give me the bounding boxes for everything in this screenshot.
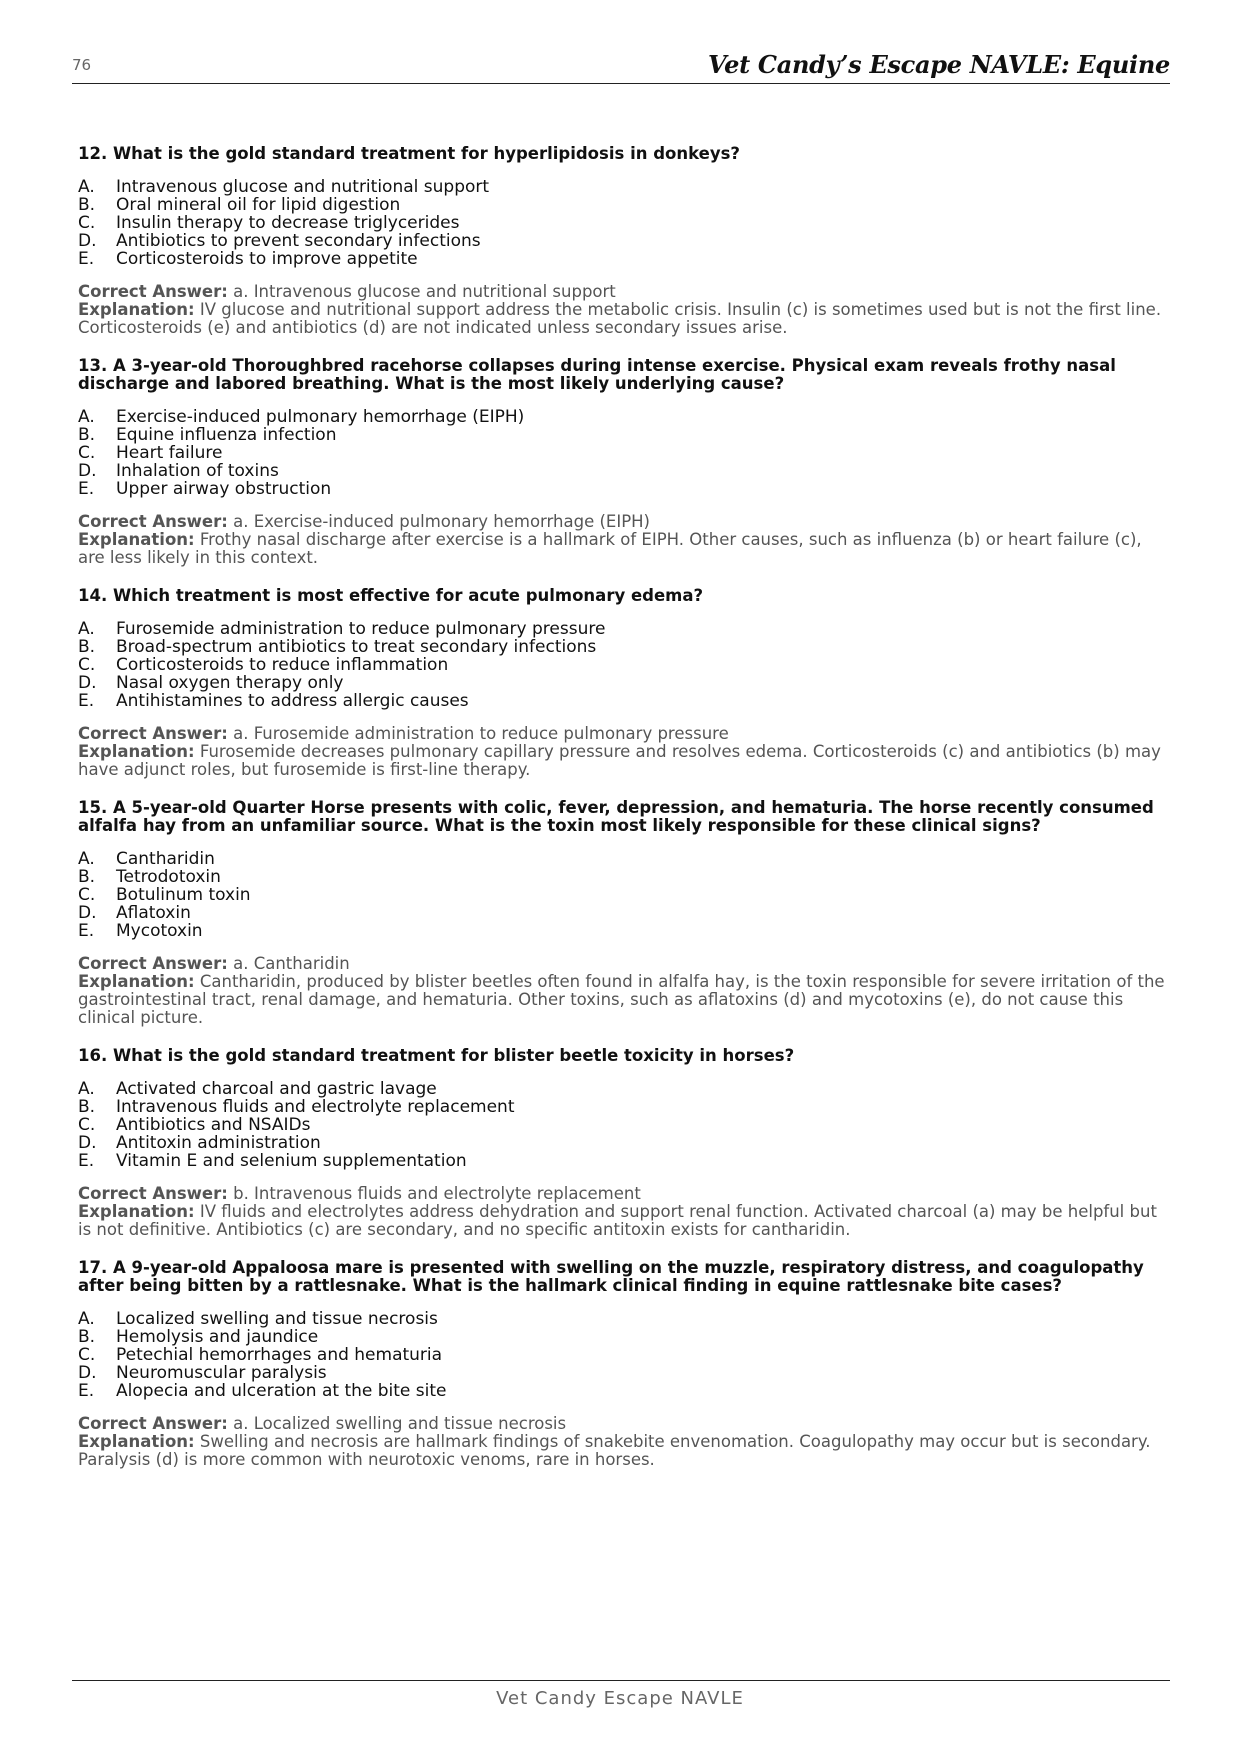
option-letter: B. (78, 1097, 96, 1117)
option-text: Localized swelling and tissue necrosis (116, 1309, 438, 1329)
question-item (78, 1047, 1168, 1239)
question-item (78, 587, 1168, 779)
option-text: Corticosteroids to reduce inflammation (116, 655, 449, 675)
explanation-text: Frothy nasal discharge after exercise is a hallmark of EIPH. Other causes, such as influenza (b) or heart failure (c), are less likely in this context. (78, 530, 1142, 567)
option-letter: E. (78, 249, 95, 269)
correct-answer-value: a. Cantharidin (233, 954, 350, 973)
correct-answer-label: Correct Answer: (78, 512, 228, 531)
option-letter: A. (78, 1309, 95, 1329)
correct-answer-value: a. Intravenous glucose and nutritional support (233, 282, 616, 301)
option-item (78, 196, 1168, 214)
option-text: Tetrodotoxin (116, 867, 221, 887)
option-list (78, 1310, 1168, 1400)
option-text: Heart failure (116, 443, 223, 463)
correct-answer-line (78, 283, 1168, 301)
option-item (78, 692, 1168, 710)
correct-answer-label: Correct Answer: (78, 282, 228, 301)
option-letter: C. (78, 1115, 96, 1135)
option-list (78, 1080, 1168, 1170)
question-text: 14. Which treatment is most effective for acute pulmonary edema? (78, 586, 704, 605)
option-text: Alopecia and ulceration at the bite site (116, 1381, 447, 1401)
option-letter: E. (78, 1381, 95, 1401)
question-item (78, 799, 1168, 1027)
option-item (78, 232, 1168, 250)
option-letter: A. (78, 407, 95, 427)
option-letter: A. (78, 177, 95, 197)
option-text: Antibiotics and NSAIDs (116, 1115, 311, 1135)
option-text: Antihistamines to address allergic causes (116, 691, 469, 711)
option-letter: E. (78, 691, 95, 711)
option-text: Nasal oxygen therapy only (116, 673, 344, 693)
option-text: Exercise-induced pulmonary hemorrhage (EIPH) (116, 407, 525, 427)
option-item (78, 1382, 1168, 1400)
correct-answer-value: b. Intravenous fluids and electrolyte replacement (233, 1184, 641, 1203)
option-letter: C. (78, 213, 96, 233)
option-item (78, 214, 1168, 232)
option-text: Botulinum toxin (116, 885, 251, 905)
option-text: Mycotoxin (116, 921, 203, 941)
option-letter: D. (78, 461, 97, 481)
question-text: 16. What is the gold standard treatment for blister beetle toxicity in horses? (78, 1046, 795, 1065)
correct-answer-value: a. Exercise-induced pulmonary hemorrhage (EIPH) (233, 512, 650, 531)
explanation-text: IV glucose and nutritional support address the metabolic crisis. Insulin (c) is sometimes used but is not the first line. Corticosteroids (e) and antibiotics (d) are not indicated unless secondary issues arise. (78, 300, 1162, 337)
option-text: Corticosteroids to improve appetite (116, 249, 418, 269)
option-item (78, 886, 1168, 904)
option-item (78, 426, 1168, 444)
option-list (78, 408, 1168, 498)
option-letter: E. (78, 479, 95, 499)
option-letter: B. (78, 425, 96, 445)
answer-block (78, 513, 1168, 567)
option-letter: A. (78, 619, 95, 639)
correct-answer-label: Correct Answer: (78, 724, 228, 743)
explanation-line (78, 1203, 1168, 1239)
option-item (78, 850, 1168, 868)
option-item (78, 922, 1168, 940)
option-item (78, 462, 1168, 480)
book-title: Vet Candy’s Escape NAVLE: Equine (707, 50, 1170, 79)
answer-block (78, 955, 1168, 1027)
question-text: 12. What is the gold standard treatment for hyperlipidosis in donkeys? (78, 144, 740, 163)
answer-block (78, 283, 1168, 337)
option-item (78, 1098, 1168, 1116)
option-item (78, 444, 1168, 462)
option-letter: C. (78, 655, 96, 675)
option-letter: D. (78, 231, 97, 251)
question-item (78, 357, 1168, 567)
option-letter: D. (78, 673, 97, 693)
option-letter: D. (78, 1133, 97, 1153)
option-list (78, 620, 1168, 710)
correct-answer-line (78, 1415, 1168, 1433)
explanation-text: Swelling and necrosis are hallmark findings of snakebite envenomation. Coagulopathy may occur but is secondary. Paralysis (d) is more common with neurotoxic venoms, rare in horses. (78, 1432, 1151, 1469)
option-letter: A. (78, 849, 95, 869)
option-letter: D. (78, 903, 97, 923)
option-item (78, 1080, 1168, 1098)
option-item (78, 1346, 1168, 1364)
explanation-text: Furosemide decreases pulmonary capillary pressure and resolves edema. Corticosteroids (c) and antibiotics (b) may have adjunct roles, but furosemide is first-line therapy. (78, 742, 1161, 779)
option-item (78, 638, 1168, 656)
option-item (78, 178, 1168, 196)
option-text: Inhalation of toxins (116, 461, 279, 481)
header-divider (72, 83, 1170, 84)
correct-answer-label: Correct Answer: (78, 954, 228, 973)
explanation-line (78, 1433, 1168, 1469)
question-item (78, 145, 1168, 337)
option-letter: E. (78, 921, 95, 941)
option-text: Neuromuscular paralysis (116, 1363, 327, 1383)
option-text: Hemolysis and jaundice (116, 1327, 319, 1347)
option-letter: B. (78, 867, 96, 887)
option-item (78, 1152, 1168, 1170)
correct-answer-value: a. Localized swelling and tissue necrosis (233, 1414, 567, 1433)
answer-block (78, 1415, 1168, 1469)
footer-text: Vet Candy Escape NAVLE (496, 1688, 744, 1709)
correct-answer-line (78, 955, 1168, 973)
correct-answer-line (78, 725, 1168, 743)
option-text: Vitamin E and selenium supplementation (116, 1151, 467, 1171)
explanation-text: Cantharidin, produced by blister beetles often found in alfalfa hay, is the toxin responsible for severe irritation of the gastrointestinal tract, renal damage, and hematuria. Other toxins, such as aflatoxins (d) and mycotoxins (e), do not cause this clinical picture. (78, 972, 1165, 1027)
correct-answer-line (78, 513, 1168, 531)
option-item (78, 1328, 1168, 1346)
option-item (78, 656, 1168, 674)
option-letter: D. (78, 1363, 97, 1383)
option-item (78, 1134, 1168, 1152)
option-list (78, 178, 1168, 268)
option-list (78, 850, 1168, 940)
explanation-label: Explanation: (78, 300, 195, 319)
option-item (78, 250, 1168, 268)
option-text: Oral mineral oil for lipid digestion (116, 195, 401, 215)
explanation-label: Explanation: (78, 972, 195, 991)
option-text: Intravenous fluids and electrolyte replacement (116, 1097, 515, 1117)
option-text: Activated charcoal and gastric lavage (116, 1079, 437, 1099)
option-item (78, 868, 1168, 886)
explanation-text: IV fluids and electrolytes address dehydration and support renal function. Activated charcoal (a) may be helpful but is not definitive. Antibiotics (c) are secondary, and no specific antitoxin exists for cantharidin. (78, 1202, 1157, 1239)
question-text: 13. A 3-year-old Thoroughbred racehorse collapses during intense exercise. Physical exam reveals frothy nasal discharge and labored breathing. What is the most likely underlying cause? (78, 356, 1116, 393)
option-text: Upper airway obstruction (116, 479, 332, 499)
option-letter: E. (78, 1151, 95, 1171)
correct-answer-label: Correct Answer: (78, 1184, 228, 1203)
explanation-label: Explanation: (78, 1202, 195, 1221)
option-letter: B. (78, 195, 96, 215)
answer-block (78, 725, 1168, 779)
option-text: Antibiotics to prevent secondary infections (116, 231, 481, 251)
option-letter: B. (78, 1327, 96, 1347)
question-item (78, 1259, 1168, 1469)
correct-answer-line (78, 1185, 1168, 1203)
footer-divider (72, 1680, 1170, 1681)
question-text: 15. A 5-year-old Quarter Horse presents with colic, fever, depression, and hematuria. The horse recently consumed alfalfa hay from an unfamiliar source. What is the toxin most likely responsible for these clinical signs? (78, 798, 1154, 835)
option-letter: B. (78, 637, 96, 657)
option-item (78, 1364, 1168, 1382)
option-letter: C. (78, 443, 96, 463)
explanation-label: Explanation: (78, 530, 195, 549)
option-item (78, 1310, 1168, 1328)
explanation-line (78, 743, 1168, 779)
option-item (78, 620, 1168, 638)
questions-list (78, 145, 1168, 1489)
option-item (78, 904, 1168, 922)
question-text: 17. A 9-year-old Appaloosa mare is presented with swelling on the muzzle, respiratory distress, and coagulopathy after being bitten by a rattlesnake. What is the hallmark clinical finding in equine rattlesnake bite cases? (78, 1258, 1144, 1295)
answer-block (78, 1185, 1168, 1239)
correct-answer-value: a. Furosemide administration to reduce pulmonary pressure (233, 724, 729, 743)
option-text: Antitoxin administration (116, 1133, 321, 1153)
correct-answer-label: Correct Answer: (78, 1414, 228, 1433)
option-letter: A. (78, 1079, 95, 1099)
explanation-line (78, 301, 1168, 337)
option-letter: C. (78, 885, 96, 905)
explanation-line (78, 531, 1168, 567)
option-item (78, 1116, 1168, 1134)
option-item (78, 674, 1168, 692)
option-item (78, 408, 1168, 426)
option-text: Cantharidin (116, 849, 215, 869)
option-letter: C. (78, 1345, 96, 1365)
option-text: Broad-spectrum antibiotics to treat secondary infections (116, 637, 597, 657)
page-number: 76 (72, 56, 92, 74)
option-item (78, 480, 1168, 498)
option-text: Aflatoxin (116, 903, 191, 923)
explanation-line (78, 973, 1168, 1027)
option-text: Petechial hemorrhages and hematuria (116, 1345, 443, 1365)
explanation-label: Explanation: (78, 1432, 195, 1451)
option-text: Intravenous glucose and nutritional support (116, 177, 490, 197)
option-text: Furosemide administration to reduce pulmonary pressure (116, 619, 606, 639)
explanation-label: Explanation: (78, 742, 195, 761)
option-text: Equine influenza infection (116, 425, 337, 445)
option-text: Insulin therapy to decrease triglycerides (116, 213, 460, 233)
